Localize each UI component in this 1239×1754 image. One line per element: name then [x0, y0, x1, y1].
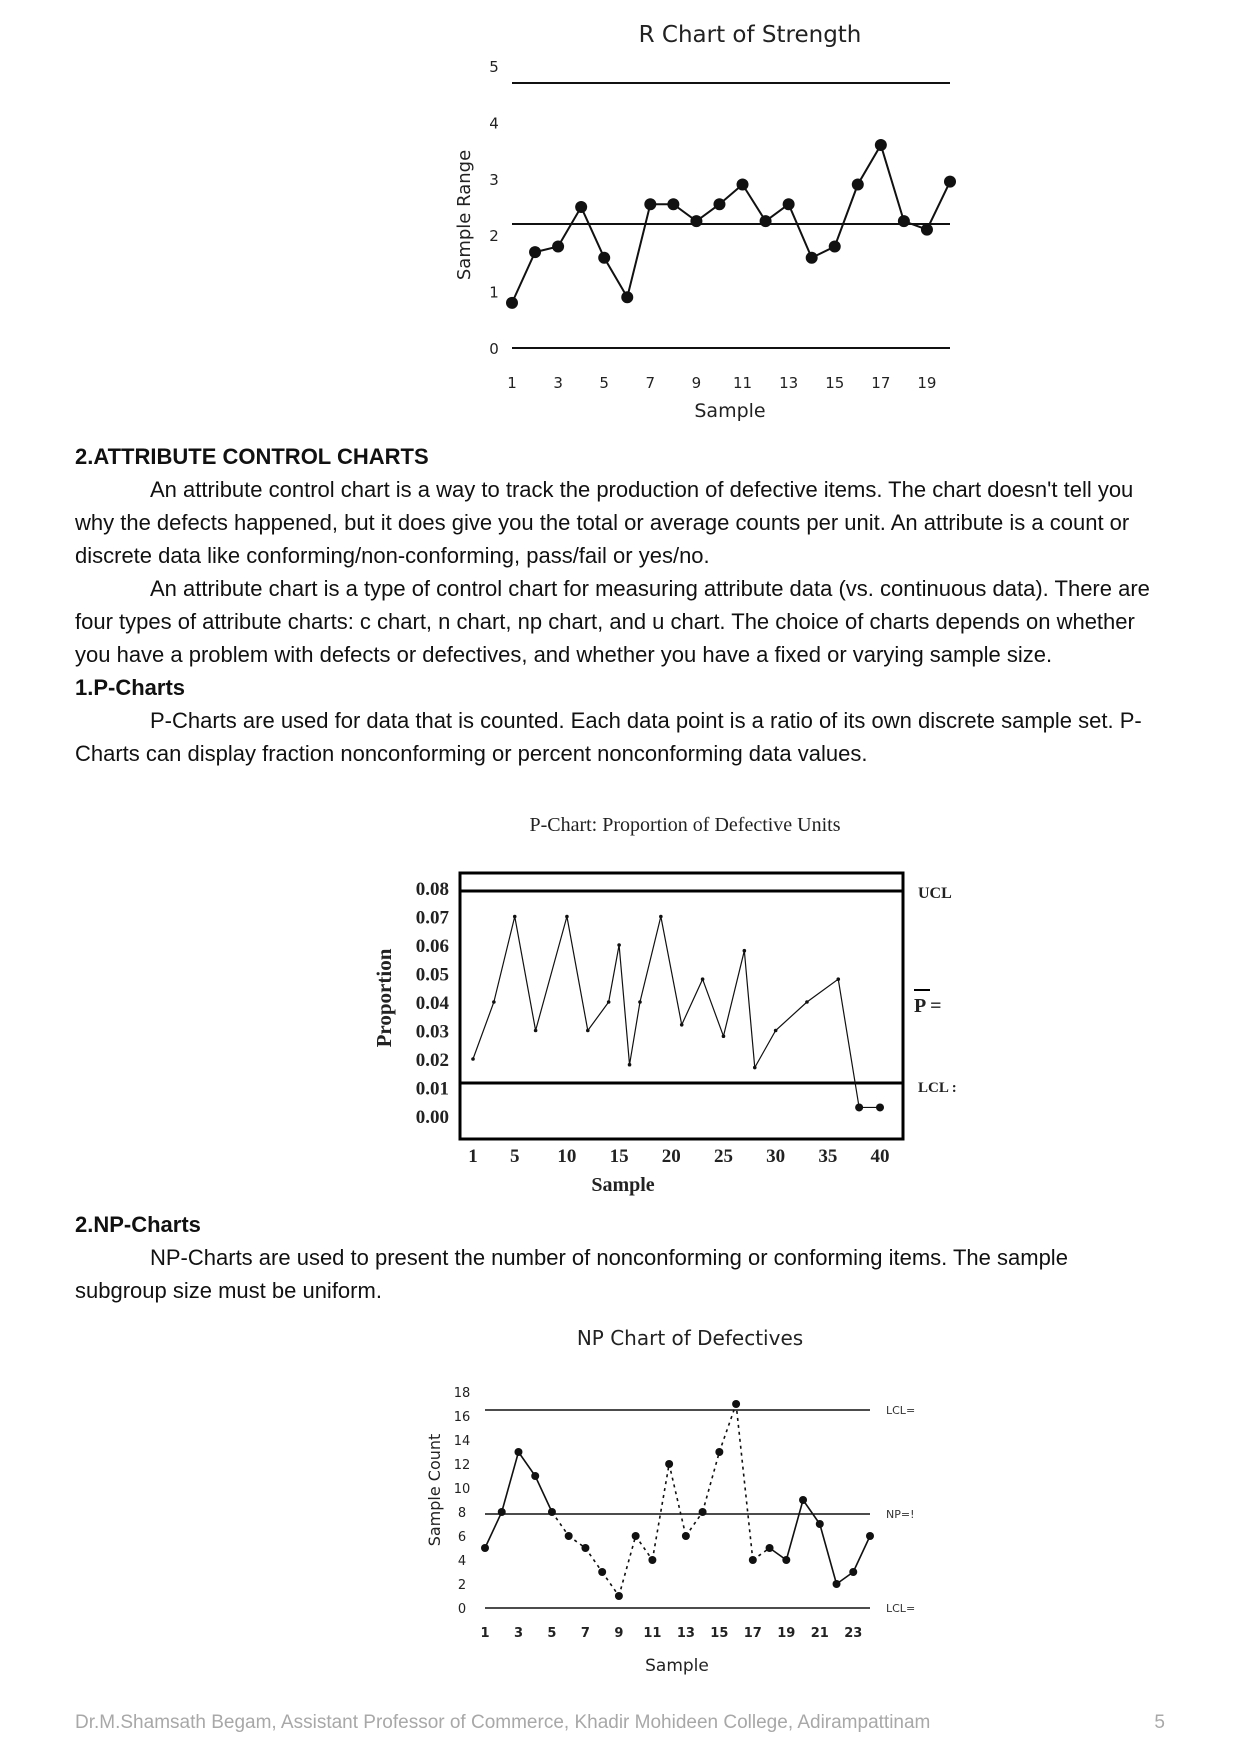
p-data-point	[628, 1063, 632, 1067]
footer-text: Dr.M.Shamsath Begam, Assistant Professor of Commerce, Khadir Mohideen College, Adirampattinam	[75, 1712, 931, 1733]
np-ucl-label: LCL=	[886, 1404, 916, 1417]
np-data-point	[782, 1556, 790, 1564]
p-lcl-label: LCL :	[918, 1080, 957, 1096]
np-data-point	[648, 1556, 656, 1564]
r-chart-title: R Chart of Strength	[638, 22, 862, 48]
attribute-paragraph-2: An attribute chart is a type of control chart for measuring attribute data (vs. continuous data). There are four types of attribute charts: c chart, n chart, np chart, and u chart. The choice of charts depends on whether you have a problem with defects or defectives, and whether you have a fixed or varying sample size.	[75, 576, 1150, 667]
np-center-label: NP=!	[886, 1508, 915, 1521]
section-np-heading: 2.NP-Charts	[75, 1212, 201, 1237]
np-chart-title: NP Chart of Defectives	[576, 1326, 804, 1350]
r-xtick-label: 1	[507, 374, 517, 392]
np-xtick-label: 13	[676, 1626, 695, 1641]
np-chart-ylabel: Sample Count	[425, 1433, 444, 1547]
np-data-point	[866, 1532, 874, 1540]
np-data-point	[615, 1592, 623, 1600]
r-ytick-label: 0	[489, 340, 499, 358]
r-data-point	[644, 198, 656, 210]
p-data-point	[492, 1000, 496, 1004]
np-data-point	[816, 1520, 824, 1528]
r-xtick-label: 15	[825, 374, 845, 392]
np-ytick-label: 16	[453, 1410, 471, 1425]
p-chart-title: P-Chart: Proportion of Defective Units	[529, 814, 841, 836]
p-data-point	[659, 915, 663, 919]
np-ytick-label: 0	[457, 1602, 467, 1617]
np-series-segment	[686, 1512, 703, 1536]
np-data-point	[682, 1532, 690, 1540]
p-ytick-label: 0.06	[415, 936, 449, 957]
p-data-point	[753, 1066, 757, 1070]
r-data-point	[621, 291, 633, 303]
p-ytick-label: 0.08	[415, 879, 449, 900]
r-data-point	[944, 176, 956, 188]
np-data-point	[565, 1532, 573, 1540]
np-data-point	[749, 1556, 757, 1564]
r-data-point	[760, 215, 772, 227]
p-xtick-label: 25	[713, 1146, 733, 1167]
p-data-point	[701, 977, 705, 981]
p-data-point	[534, 1029, 538, 1033]
np-data-point	[799, 1496, 807, 1504]
np-series-segment	[803, 1500, 820, 1524]
np-xtick-label: 17	[743, 1626, 762, 1641]
np-data-point	[531, 1472, 539, 1480]
p-data-point	[722, 1034, 726, 1038]
np-ytick-label: 14	[453, 1434, 471, 1449]
np-xtick-label: 1	[480, 1626, 490, 1641]
r-ytick-label: 5	[489, 58, 499, 77]
r-ytick-label: 4	[489, 114, 499, 133]
np-xtick-label: 19	[777, 1626, 796, 1641]
np-data-point	[514, 1448, 522, 1456]
p-chart-paragraph: P-Charts are used for data that is counted. Each data point is a ratio of its own discrete sample set. P-Charts can display fraction nonconforming or percent nonconforming data values.	[75, 708, 1142, 766]
np-series-segment	[502, 1452, 519, 1512]
p-ytick-label: 0.02	[415, 1050, 449, 1071]
r-xtick-label: 7	[645, 374, 656, 392]
np-data-point	[766, 1544, 774, 1552]
r-xtick-label: 19	[917, 374, 937, 392]
r-data-point	[783, 198, 795, 210]
np-series-segment	[853, 1536, 870, 1572]
p-xtick-label: 1	[468, 1146, 478, 1167]
p-series-line	[473, 917, 880, 1108]
np-chart-paragraph: NP-Charts are used to present the number of nonconforming or conforming items. The sample subgroup size must be uniform.	[75, 1245, 1068, 1303]
p-xtick-label: 35	[818, 1146, 838, 1167]
np-series-segment	[703, 1452, 720, 1512]
r-data-point	[829, 241, 841, 253]
r-data-point	[921, 224, 933, 236]
np-xtick-label: 23	[844, 1626, 863, 1641]
p-data-point	[586, 1029, 590, 1033]
p-xtick-label: 15	[609, 1146, 629, 1167]
p-data-point	[513, 915, 517, 919]
r-xtick-label: 13	[779, 374, 799, 392]
p-ytick-label: 0.01	[415, 1078, 449, 1100]
np-ytick-label: 6	[457, 1530, 467, 1545]
r-data-point	[713, 198, 725, 210]
p-data-point	[855, 1103, 863, 1111]
np-series-segment	[736, 1404, 753, 1560]
p-data-point	[805, 1000, 809, 1004]
np-data-point	[548, 1508, 556, 1516]
np-ytick-label: 4	[457, 1554, 467, 1569]
np-series-segment	[619, 1536, 636, 1596]
np-ytick-label: 8	[457, 1506, 467, 1521]
np-xtick-label: 5	[547, 1626, 557, 1641]
r-xtick-label: 5	[599, 374, 609, 392]
p-data-point	[638, 1000, 642, 1004]
r-data-point	[552, 241, 564, 253]
np-series-segment	[652, 1464, 669, 1560]
p-ytick-label: 0.04	[415, 993, 449, 1014]
section-p-heading: 1.P-Charts	[75, 675, 186, 700]
p-data-point	[471, 1057, 475, 1061]
np-series-segment	[786, 1500, 803, 1560]
np-data-point	[581, 1544, 589, 1552]
r-data-point	[506, 297, 518, 309]
np-data-point	[481, 1544, 489, 1552]
np-series-segment	[719, 1404, 736, 1452]
page-number: 5	[1154, 1712, 1165, 1733]
r-xtick-label: 11	[732, 374, 753, 392]
r-data-point	[667, 198, 679, 210]
np-series-segment	[602, 1572, 619, 1596]
np-data-point	[849, 1568, 857, 1576]
p-chart-xlabel: Sample	[591, 1174, 655, 1196]
p-data-point	[617, 943, 621, 947]
np-ytick-label: 18	[453, 1386, 471, 1401]
r-chart	[0, 0, 1239, 430]
np-ytick-label: 10	[453, 1482, 471, 1497]
np-chart-xlabel: Sample	[645, 1656, 709, 1676]
np-xtick-label: 11	[643, 1626, 662, 1641]
r-data-point	[898, 215, 910, 227]
p-xtick-label: 30	[766, 1146, 786, 1167]
r-chart-ylabel: Sample Range	[454, 149, 475, 281]
np-xtick-label: 15	[710, 1626, 729, 1641]
np-data-point	[665, 1460, 673, 1468]
p-data-point	[565, 915, 569, 919]
p-data-point	[876, 1103, 884, 1111]
p-xtick-label: 20	[661, 1146, 681, 1167]
p-plot-frame	[460, 873, 903, 1139]
r-data-point	[852, 178, 864, 190]
page-footer	[75, 1712, 1165, 1734]
p-ucl-label: UCL	[918, 885, 952, 902]
np-data-point	[732, 1400, 740, 1408]
p-pbar-label: P =	[914, 995, 942, 1017]
np-ytick-label: 12	[453, 1458, 471, 1473]
r-data-point	[690, 215, 702, 227]
p-data-point	[743, 949, 747, 953]
p-data-point	[680, 1023, 684, 1027]
p-xtick-label: 5	[509, 1146, 520, 1167]
p-ytick-label: 0.07	[415, 907, 449, 929]
p-chart	[0, 805, 1239, 1205]
np-lcl-label: LCL=	[886, 1602, 916, 1615]
r-xtick-label: 17	[871, 374, 891, 392]
p-ytick-label: 0.00	[415, 1107, 449, 1128]
r-ytick-label: 3	[489, 170, 499, 189]
p-ytick-label: 0.05	[415, 964, 449, 986]
np-series-segment	[485, 1512, 502, 1548]
np-data-point	[699, 1508, 707, 1516]
np-series-segment	[518, 1452, 535, 1476]
p-data-point	[607, 1000, 611, 1004]
np-ytick-label: 2	[457, 1578, 467, 1593]
r-data-point	[598, 252, 610, 264]
p-ytick-label: 0.03	[415, 1021, 449, 1043]
np-series-segment	[585, 1548, 602, 1572]
r-data-point	[875, 139, 887, 151]
np-data-point	[598, 1568, 606, 1576]
np-series-segment	[669, 1464, 686, 1536]
p-xtick-label: 40	[870, 1146, 890, 1167]
np-series-segment	[820, 1524, 837, 1584]
np-series-segment	[552, 1512, 569, 1536]
p-data-point	[836, 977, 840, 981]
r-data-point	[737, 178, 749, 190]
np-series-segment	[636, 1536, 653, 1560]
np-xtick-label: 3	[513, 1626, 524, 1641]
r-data-point	[529, 246, 541, 258]
np-data-point	[715, 1448, 723, 1456]
np-xtick-label: 9	[614, 1626, 624, 1641]
p-chart-ylabel: Proportion	[372, 948, 396, 1048]
np-data-point	[632, 1532, 640, 1540]
r-chart-xlabel: Sample	[694, 400, 766, 422]
r-xtick-label: 9	[691, 374, 702, 392]
p-data-point	[774, 1029, 778, 1033]
r-ytick-label: 2	[489, 227, 499, 246]
section-attribute-heading: 2.ATTRIBUTE CONTROL CHARTS	[75, 444, 429, 469]
np-series-segment	[535, 1476, 552, 1512]
np-xtick-label: 7	[580, 1626, 590, 1641]
r-data-point	[575, 201, 587, 213]
r-xtick-label: 3	[553, 374, 563, 392]
r-data-point	[806, 252, 818, 264]
p-xtick-label: 10	[557, 1146, 577, 1167]
np-data-point	[833, 1580, 841, 1588]
np-chart	[0, 1300, 1239, 1740]
np-xtick-label: 21	[810, 1626, 829, 1641]
np-data-point	[498, 1508, 506, 1516]
attribute-paragraph-1: An attribute control chart is a way to track the production of defective items. The chart doesn't tell you why the defects happened, but it does give you the total or average counts per unit. An attribute is a count or discrete data like conforming/non-conforming, pass/fail or yes/no.	[75, 477, 1134, 568]
r-ytick-label: 1	[489, 283, 499, 302]
